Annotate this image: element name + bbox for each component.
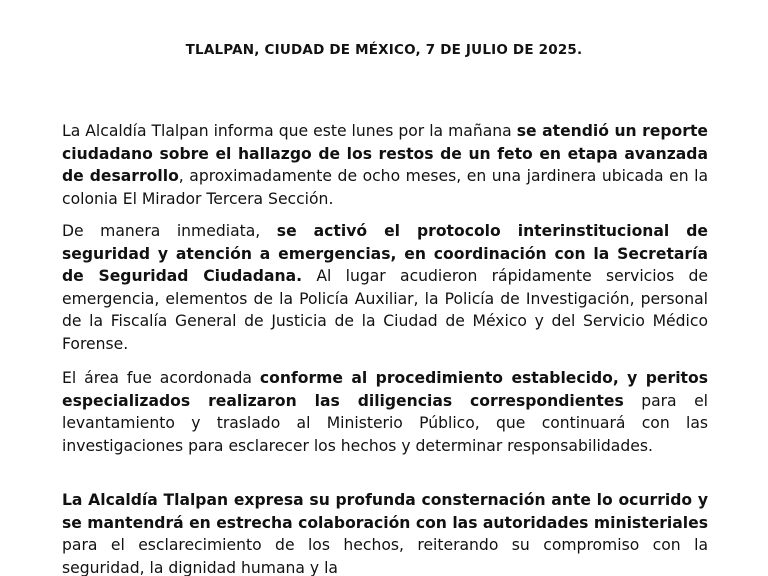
paragraph-bold-text: se atendió un reporte ciudadano sobre el hallazgo de los restos de un feto en etapa avanzada de desarrollo bbox=[62, 122, 708, 186]
paragraph-report bbox=[62, 120, 708, 210]
paragraph-text: , aproximadamente de ocho meses, en una jardinera ubicada en la colonia El Mirador Tercera Sección. bbox=[62, 167, 708, 208]
paragraph-text: para el esclarecimiento de los hechos, reiterando su compromiso con la seguridad, la dignidad humana y la bbox=[62, 536, 708, 576]
paragraph-text: Al lugar acudieron rápidamente servicios de emergencia, elementos de la Policía Auxiliar, la Policía de Investigación, personal de la Fiscalía General de Justicia de la Ciudad de México y del Servicio Médico Forense. bbox=[62, 267, 709, 353]
paragraph-text: El área fue acordonada bbox=[62, 369, 260, 387]
paragraph-procedure bbox=[62, 367, 708, 457]
paragraph-bold-text: La Alcaldía Tlalpan expresa su profunda consternación ante lo ocurrido y se mantendrá en estrecha colaboración con las autoridades ministeriales bbox=[62, 491, 708, 532]
dateline-header: TLALPAN, CIUDAD DE MÉXICO, 7 DE JULIO DE 2025. bbox=[185, 42, 583, 58]
paragraph-text: De manera inmediata, bbox=[62, 222, 277, 240]
paragraph-statement bbox=[62, 489, 708, 576]
paragraph-text: La Alcaldía Tlalpan informa que este lunes por la mañana bbox=[62, 122, 517, 140]
paragraph-protocol bbox=[62, 220, 708, 356]
paragraph-text: para el levantamiento y traslado al Ministerio Público, que continuará con las investigaciones para esclarecer los hechos y determinar responsabilidades. bbox=[62, 391, 709, 455]
paragraph-bold-text: se activó el protocolo interinstitucional de seguridad y atención a emergencias, en coordinación con la Secretaría de Seguridad Ciudadana. bbox=[62, 222, 708, 286]
paragraph-bold-text: conforme al procedimiento establecido, y peritos especializados realizaron las diligencias correspondientes bbox=[62, 369, 708, 410]
